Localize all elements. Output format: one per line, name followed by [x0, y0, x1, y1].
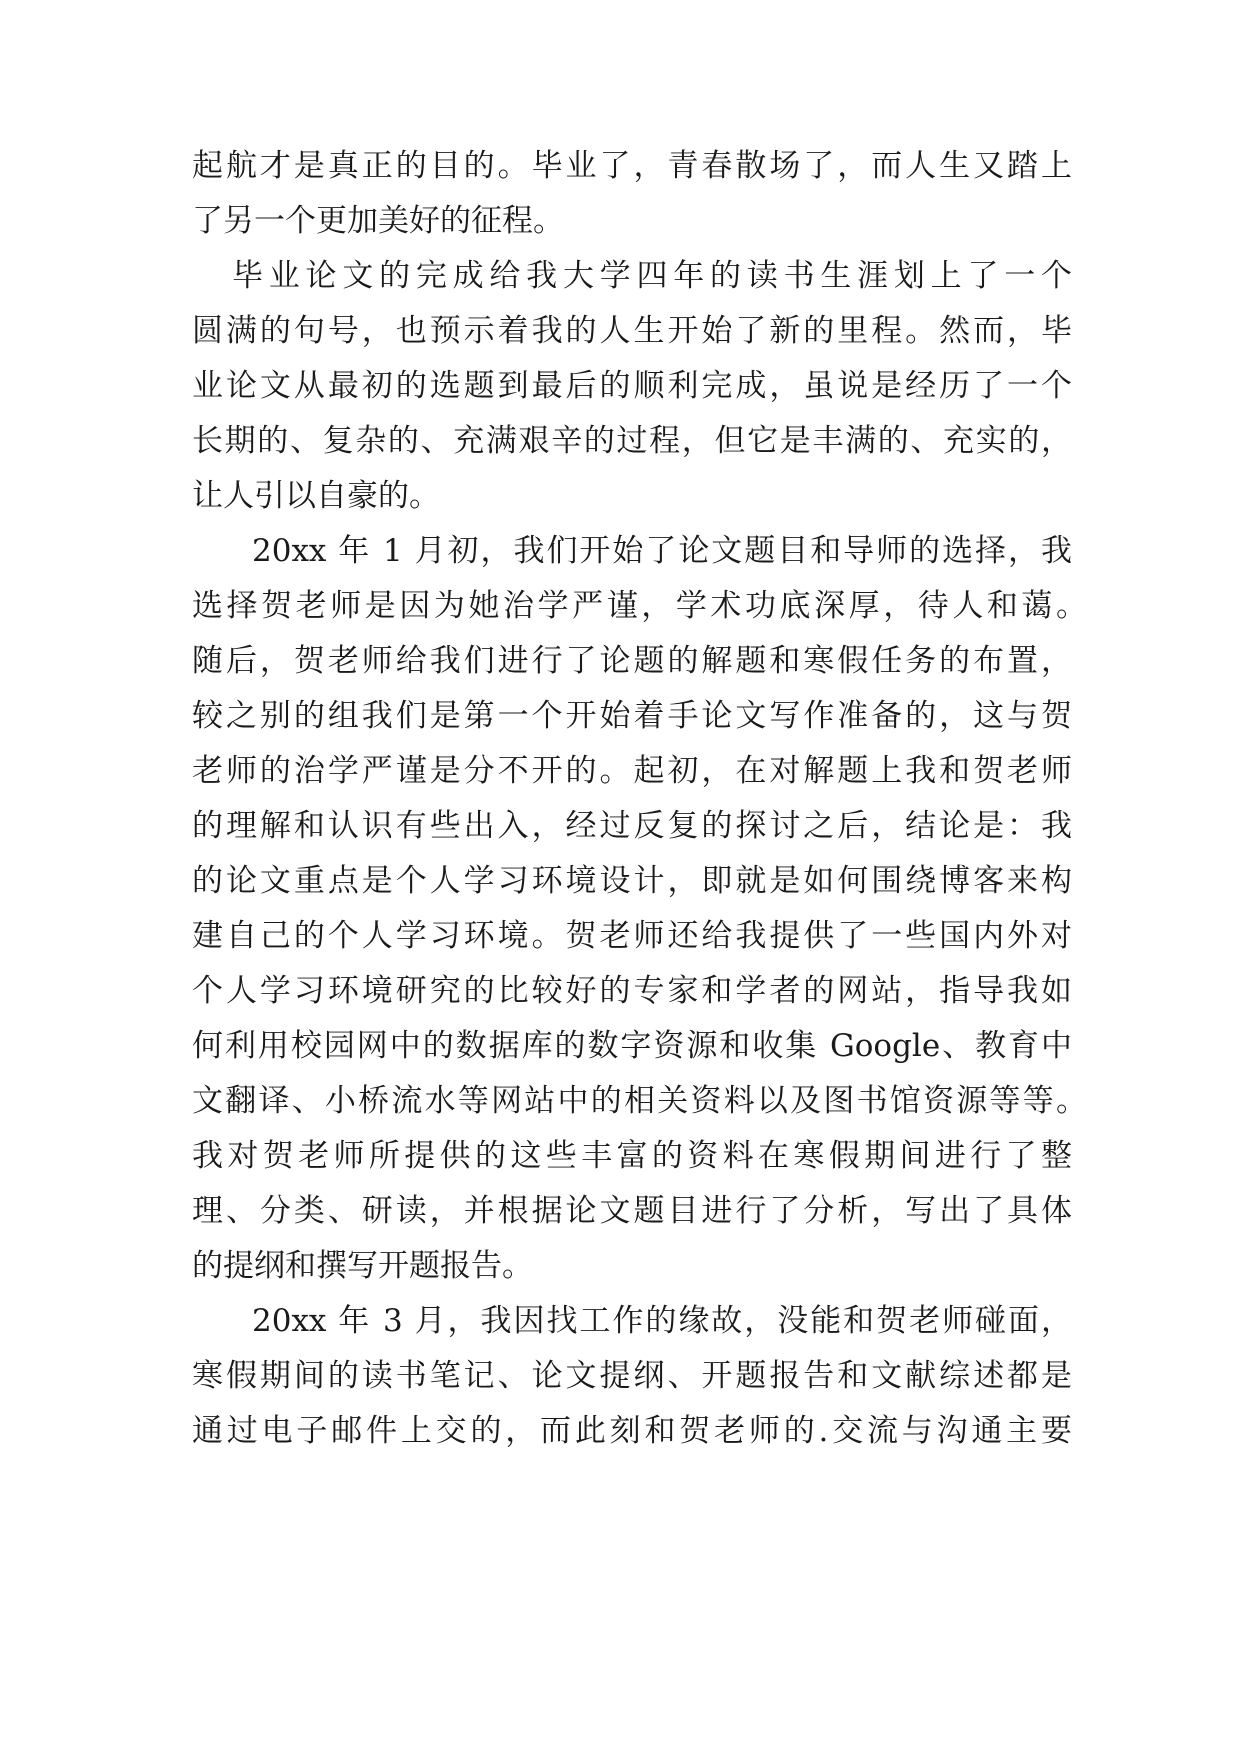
text-line: 文翻译、小桥流水等网站中的相关资料以及图书馆资源等等。 [192, 1083, 1087, 1119]
text-line: 的理解和认识有些出入，经过反复的探讨之后，结论是：我 [192, 808, 1072, 844]
text-line: 随后，贺老师给我们进行了论题的解题和寒假任务的布置， [192, 643, 1072, 679]
paragraph-first-line: 毕业论文的完成给我大学四年的读书生涯划上了一个 [232, 258, 1072, 294]
text-line: 业论文从最初的选题到最后的顺利完成，虽说是经历了一个 [192, 368, 1072, 404]
text-line: 我对贺老师所提供的这些丰富的资料在寒假期间进行了整 [192, 1138, 1072, 1174]
text-line: 了另一个更加美好的征程。 [192, 203, 564, 239]
text-line: 通过电子邮件上交的，而此刻和贺老师的.交流与沟通主要 [192, 1413, 1072, 1449]
text-line: 理、分类、研读，并根据论文题目进行了分析，写出了具体 [192, 1193, 1072, 1229]
text-line: 让人引以自豪的。 [192, 478, 440, 514]
text-line: 圆满的句号，也预示着我的人生开始了新的里程。然而，毕 [192, 313, 1072, 349]
text-line: 的论文重点是个人学习环境设计，即就是如何围绕博客来构 [192, 863, 1072, 899]
paragraph-first-line: 20xx 年 1 月初，我们开始了论文题目和导师的选择，我 [252, 533, 1072, 569]
text-line: 建自己的个人学习环境。贺老师还给我提供了一些国内外对 [192, 918, 1072, 954]
text-line: 选择贺老师是因为她治学严谨，学术功底深厚，待人和蔼。 [192, 588, 1087, 624]
text-line: 老师的治学严谨是分不开的。起初，在对解题上我和贺老师 [192, 753, 1072, 789]
text-line: 起航才是真正的目的。毕业了，青春散场了，而人生又踏上 [192, 148, 1072, 184]
paragraph-first-line: 20xx 年 3 月，我因找工作的缘故，没能和贺老师碰面， [252, 1303, 1072, 1339]
text-line: 何利用校园网中的数据库的数字资源和收集 Google、教育中 [192, 1028, 1072, 1064]
text-line: 长期的、复杂的、充满艰辛的过程，但它是丰满的、充实的， [192, 423, 1072, 459]
text-line: 较之别的组我们是第一个开始着手论文写作准备的，这与贺 [192, 698, 1072, 734]
text-line: 的提纲和撰写开题报告。 [192, 1248, 533, 1284]
text-line: 个人学习环境研究的比较好的专家和学者的网站，指导我如 [192, 973, 1072, 1009]
text-line: 寒假期间的读书笔记、论文提纲、开题报告和文献综述都是 [192, 1358, 1072, 1394]
